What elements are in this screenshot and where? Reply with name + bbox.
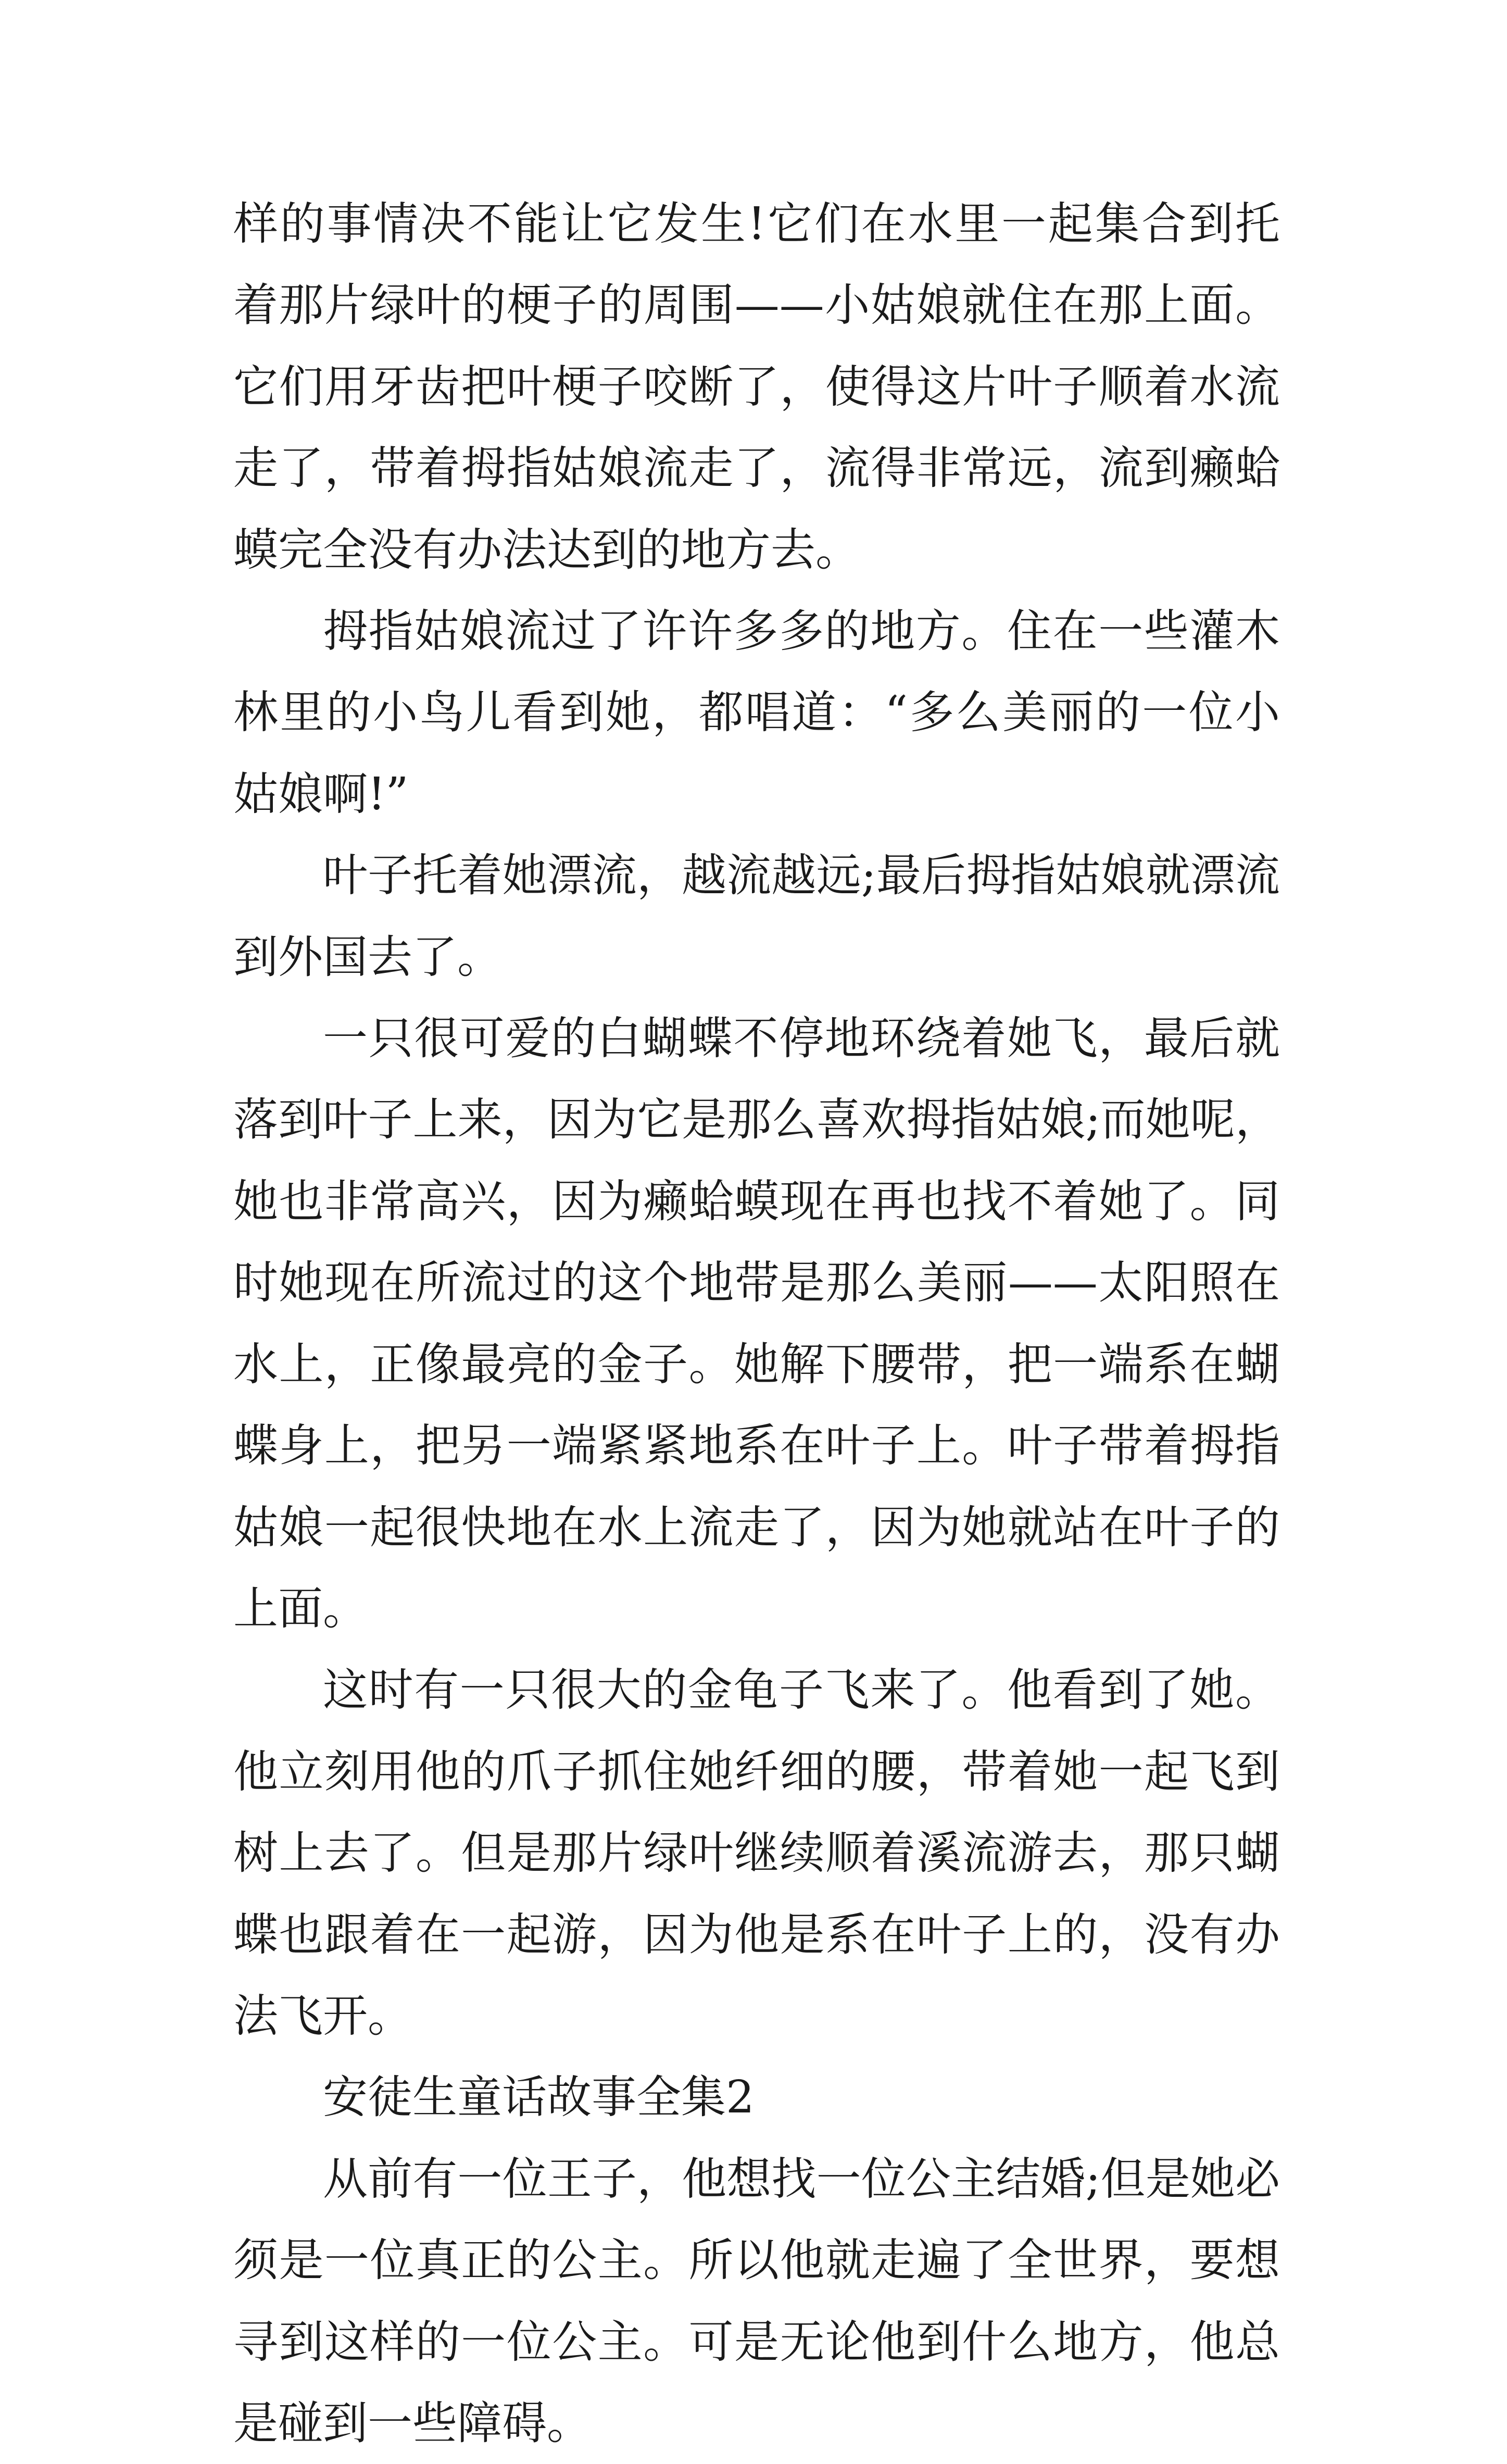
paragraph-continuation: 样的事情决不能让它发生!它们在水里一起集合到托着那片绿叶的梗子的周围——小姑娘就住在那上面。它们用牙齿把叶梗子咬断了，使得这片叶子顺着水流走了，带着拇指姑娘流走了，流得非常远，流到癞蛤蟆完全没有办法达到的地方去。 xyxy=(233,198,1280,576)
paragraph: 叶子托着她漂流，越流越远;最后拇指姑娘就漂流到外国去了。 xyxy=(233,849,1280,983)
section-title: 安徒生童话故事全集2 xyxy=(323,2071,755,2124)
paragraph: 拇指姑娘流过了许许多多的地方。住在一些灌木林里的小鸟儿看到她，都唱道：“多么美丽的一位小姑娘啊!” xyxy=(233,605,1280,820)
paragraph: 一只很可爱的白蝴蝶不停地环绕着她飞，最后就落到叶子上来，因为它是那么喜欢拇指姑娘;而她呢，她也非常高兴，因为癞蛤蟆现在再也找不着她了。同时她现在所流过的这个地带是那么美丽——太阳照在水上，正像最亮的金子。她解下腰带，把一端系在蝴蝶身上，把另一端紧紧地系在叶子上。叶子带着拇指姑娘一起很快地在水上流走了，因为她就站在叶子的上面。 xyxy=(233,1012,1280,1635)
paragraph: 从前有一位王子，他想找一位公主结婚;但是她必须是一位真正的公主。所以他就走遍了全世界，要想寻到这样的一位公主。可是无论他到什么地方，他总是碰到一些障碍。 xyxy=(233,2153,1280,2449)
paragraph: 这时有一只很大的金龟子飞来了。他看到了她。他立刻用他的爪子抓住她纤细的腰，带着她一起飞到树上去了。但是那片绿叶继续顺着溪流游去，那只蝴蝶也跟着在一起游，因为他是系在叶子上的，没有办法飞开。 xyxy=(233,1664,1280,2042)
document-body xyxy=(233,183,1280,2464)
